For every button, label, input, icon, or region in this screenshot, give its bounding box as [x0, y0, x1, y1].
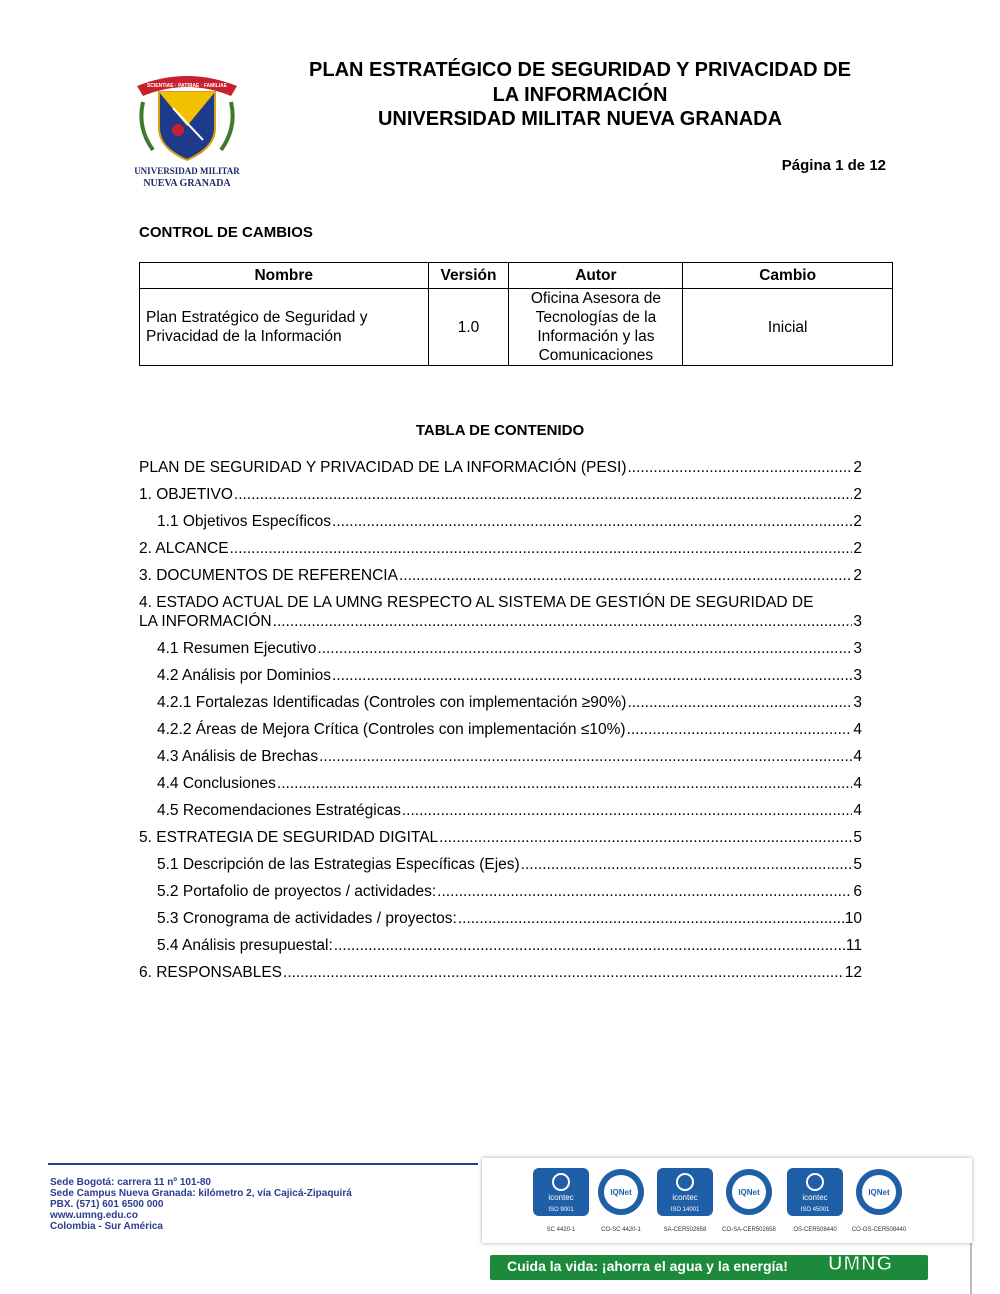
toc-entry-text: 4.2.1 Fortalezas Identificadas (Controles con implementación ≥90%)	[157, 694, 627, 711]
cert-brand: icontec	[672, 1193, 698, 1202]
document-title	[280, 58, 880, 132]
toc-entry-page: 4	[853, 748, 862, 765]
cert-standard: ISO 45001	[800, 1207, 830, 1213]
toc-entry-page: 5	[853, 829, 862, 846]
table-row	[140, 289, 893, 366]
footer-address	[50, 1177, 352, 1232]
toc-entry[interactable]	[139, 539, 862, 566]
toc-entry[interactable]	[139, 909, 862, 936]
address-line: Colombia - Sur América	[50, 1221, 163, 1232]
cell-autor-line: Comunicaciones	[538, 347, 654, 364]
university-logo	[133, 68, 241, 192]
toc-entry-page: 2	[853, 486, 862, 503]
toc-entry-page: 3	[853, 640, 862, 657]
toc-entry[interactable]	[139, 593, 862, 639]
column-header-autor: Autor	[509, 263, 683, 289]
toc-entry-text: 5.4 Análisis presupuestal:	[157, 937, 333, 954]
cert-code: CO-SA-CER502658	[722, 1227, 776, 1233]
cell-nombre-line: Plan Estratégico de Seguridad y	[146, 309, 368, 326]
toc-entry-page: 6	[853, 883, 862, 900]
cert-brand: IQNet	[610, 1188, 632, 1197]
toc-entry-page: 4	[853, 775, 862, 792]
icontec-cert-badge	[654, 1168, 716, 1233]
page-indicator: Página 1 de 12	[781, 157, 886, 174]
icontec-cert-badge	[784, 1168, 846, 1233]
toc-entry-page: 11	[845, 937, 862, 954]
toc-entry-page: 2	[853, 540, 862, 557]
iqnet-cert-badge	[848, 1168, 910, 1233]
cell-autor-line: Tecnologías de la	[535, 309, 657, 326]
toc-entry-page: 10	[844, 910, 862, 927]
table-of-contents	[139, 458, 862, 990]
toc-entry[interactable]	[139, 512, 862, 539]
toc-entry-text: 6. RESPONSABLES	[139, 964, 283, 981]
toc-entry-text: 1.1 Objetivos Específicos	[157, 513, 332, 530]
toc-entry-text: 4.5 Recomendaciones Estratégicas	[157, 802, 401, 819]
cert-brand: icontec	[802, 1193, 828, 1202]
address-line: PBX. (571) 601 6500 000	[50, 1199, 164, 1210]
toc-entry[interactable]	[139, 720, 862, 747]
toc-entry-text: 4.4 Conclusiones	[157, 775, 276, 792]
cert-code: OS-CER508440	[793, 1227, 837, 1233]
cert-standard: ISO 14001	[670, 1207, 700, 1213]
cell-nombre	[140, 289, 429, 366]
change-control-heading: CONTROL DE CAMBIOS	[139, 224, 313, 241]
address-line: Sede Campus Nueva Granada: kilómetro 2, vía Cajicá-Zipaquirá	[50, 1188, 352, 1199]
toc-entry[interactable]	[139, 693, 862, 720]
toc-entry[interactable]	[139, 639, 862, 666]
logo-name-line2: NUEVA GRANADA	[143, 178, 231, 189]
toc-entry-text: PLAN DE SEGURIDAD Y PRIVACIDAD DE LA INFORMACIÓN (PESI)	[139, 459, 627, 476]
certifications-panel	[482, 1158, 972, 1243]
slogan-text: Cuida la vida: ¡ahorra el agua y la energía!	[507, 1258, 788, 1274]
toc-entry[interactable]	[139, 855, 862, 882]
cert-brand: IQNet	[738, 1188, 760, 1197]
toc-entry-text: 3. DOCUMENTOS DE REFERENCIA	[139, 567, 398, 584]
toc-entry[interactable]	[139, 801, 862, 828]
toc-entry-text: 5. ESTRATEGIA DE SEGURIDAD DIGITAL	[139, 829, 439, 846]
column-header-cambio: Cambio	[683, 263, 893, 289]
toc-entry-text: 4.2 Análisis por Dominios	[157, 667, 332, 684]
cell-nombre-line: Privacidad de la Información	[146, 328, 342, 345]
title-line-3: UNIVERSIDAD MILITAR NUEVA GRANADA	[377, 108, 783, 130]
umng-brand-tag: UMNG	[828, 1253, 894, 1275]
title-line-1: PLAN ESTRATÉGICO DE SEGURIDAD Y PRIVACIDAD DE	[309, 59, 851, 81]
cert-code: CO-SC 4420-1	[601, 1227, 641, 1233]
toc-entry-text: 4.3 Análisis de Brechas	[157, 748, 319, 765]
toc-entry-text: 2. ALCANCE	[139, 540, 229, 557]
toc-entry[interactable]	[139, 747, 862, 774]
title-line-2: LA INFORMACIÓN	[492, 83, 668, 106]
toc-entry-page: 12	[844, 964, 862, 981]
cert-brand: icontec	[548, 1193, 574, 1202]
toc-entry-text: 4.1 Resumen Ejecutivo	[157, 640, 317, 657]
footer-divider	[48, 1163, 478, 1165]
toc-entry-text: 4.2.2 Áreas de Mejora Crítica (Controles con implementación ≤10%)	[157, 721, 626, 738]
toc-entry-text: 1. OBJETIVO	[139, 486, 233, 503]
cell-autor-line: Oficina Asesora de	[530, 290, 661, 307]
cell-autor-line: Información y las	[537, 328, 655, 345]
toc-entry-text: LA INFORMACIÓN	[139, 613, 272, 630]
icontec-cert-badge	[530, 1168, 592, 1233]
toc-entry[interactable]	[139, 458, 862, 485]
toc-entry[interactable]	[139, 566, 862, 593]
column-header-nombre: Nombre	[140, 263, 429, 289]
toc-entry[interactable]	[139, 882, 862, 909]
cert-code: CO-OS-CER508440	[851, 1227, 907, 1233]
toc-entry[interactable]	[139, 485, 862, 512]
address-line: Sede Bogotá: carrera 11 nº 101-80	[50, 1177, 211, 1188]
toc-entry-page: 3	[853, 613, 862, 630]
cell-autor	[509, 289, 683, 366]
toc-entry-text: 5.1 Descripción de las Estrategias Específicas (Ejes)	[157, 856, 520, 873]
toc-entry-text: 4. ESTADO ACTUAL DE LA UMNG RESPECTO AL SISTEMA DE GESTIÓN DE SEGURIDAD DE	[139, 594, 814, 611]
toc-entry-page: 5	[853, 856, 862, 873]
iqnet-cert-badge	[718, 1168, 780, 1233]
address-line[interactable]: www.umng.edu.co	[50, 1210, 138, 1221]
logo-motto: SCIENTIAE · PATRIAE · FAMILIAE	[146, 83, 228, 89]
toc-entry-text: 5.2 Portafolio de proyectos / actividades:	[157, 883, 437, 900]
cell-version: 1.0	[428, 289, 509, 366]
toc-entry-page: 3	[853, 667, 862, 684]
toc-entry-page: 4	[853, 802, 862, 819]
toc-entry[interactable]	[139, 936, 862, 963]
toc-entry[interactable]	[139, 666, 862, 693]
cert-standard: ISO 9001	[548, 1207, 574, 1213]
toc-entry-page: 2	[853, 567, 862, 584]
logo-name-line1: UNIVERSIDAD MILITAR	[134, 166, 240, 176]
toc-entry-page: 2	[853, 513, 862, 530]
iqnet-cert-badge	[590, 1168, 652, 1233]
column-header-version: Versión	[428, 263, 509, 289]
toc-entry-page: 3	[853, 694, 862, 711]
cert-code: SA-CER502658	[663, 1227, 707, 1233]
cert-brand: IQNet	[868, 1188, 890, 1197]
cert-code: SC 4420-1	[546, 1227, 576, 1233]
cell-cambio: Inicial	[683, 289, 893, 366]
table-header-row	[140, 263, 893, 289]
toc-entry[interactable]	[139, 828, 862, 855]
toc-entry-text: 5.3 Cronograma de actividades / proyectos:	[157, 910, 457, 927]
change-control-table	[139, 262, 893, 366]
toc-heading: TABLA DE CONTENIDO	[415, 422, 585, 439]
toc-entry-page: 4	[853, 721, 862, 738]
toc-entry[interactable]	[139, 774, 862, 801]
toc-entry[interactable]	[139, 963, 862, 990]
toc-entry-page: 2	[853, 459, 862, 476]
